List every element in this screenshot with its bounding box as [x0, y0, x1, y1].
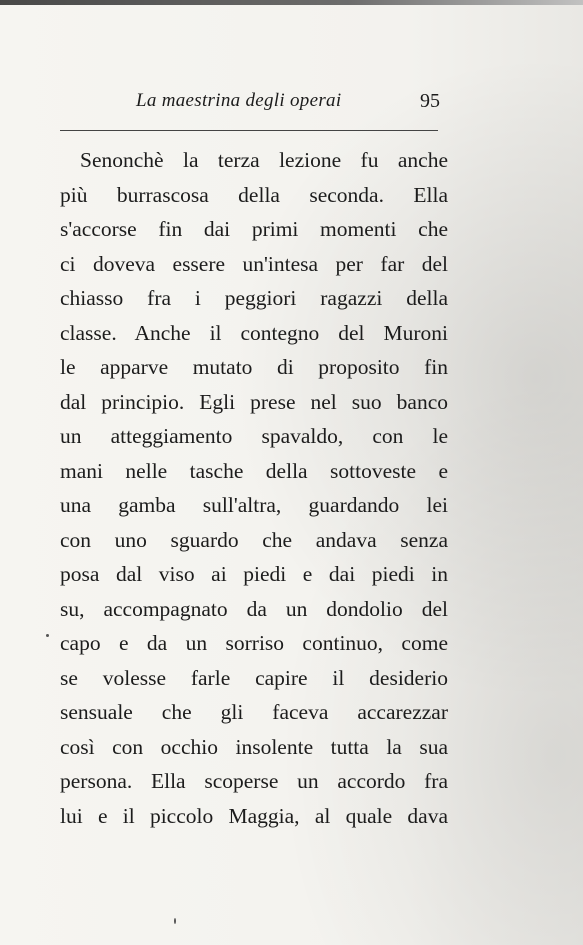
text-line: mani nelle tasche della sottoveste e	[60, 458, 448, 483]
text-line: ci doveva essere un'intesa per far del	[60, 251, 448, 276]
text-line: Senonchè la terza lezione fu anche	[80, 148, 448, 172]
header-rule	[60, 130, 438, 131]
text-line: le apparve mutato di proposito fin	[60, 355, 448, 379]
text-line: s'accorse fin dai primi momenti che	[60, 217, 448, 241]
ink-speck	[46, 634, 49, 637]
text-line: chiasso fra i peggiori ragazzi della	[60, 286, 448, 310]
body-text	[60, 143, 448, 833]
running-header	[60, 90, 440, 118]
text-line: classe. Anche il contegno del Muroni	[60, 320, 448, 345]
running-title: La maestrina degli operai	[136, 90, 342, 111]
text-line: su, accompagnato da un dondolio del	[60, 596, 448, 621]
text-line: posa dal viso ai piedi e dai piedi in	[60, 562, 448, 586]
text-line: lui e il piccolo Maggia, al quale dava	[60, 803, 448, 828]
text-line: capo e da un sorriso continuo, come	[60, 631, 448, 655]
text-line: dal principio. Egli prese nel suo banco	[60, 389, 448, 414]
ink-speck	[174, 918, 176, 924]
text-line: persona. Ella scoperse un accordo fra	[60, 769, 448, 793]
text-line: una gamba sull'altra, guardando lei	[60, 493, 448, 517]
text-line: sensuale che gli faceva accarezzar	[60, 700, 448, 724]
text-line: così con occhio insolente tutta la sua	[60, 734, 448, 759]
text-line: un atteggiamento spavaldo, con le	[60, 424, 448, 448]
page-top-edge	[0, 0, 583, 5]
text-line: più burrascosa della seconda. Ella	[60, 182, 448, 207]
page-number: 95	[420, 90, 440, 112]
text-line: con uno sguardo che andava senza	[60, 527, 448, 552]
text-line: se volesse farle capire il desiderio	[60, 665, 448, 690]
